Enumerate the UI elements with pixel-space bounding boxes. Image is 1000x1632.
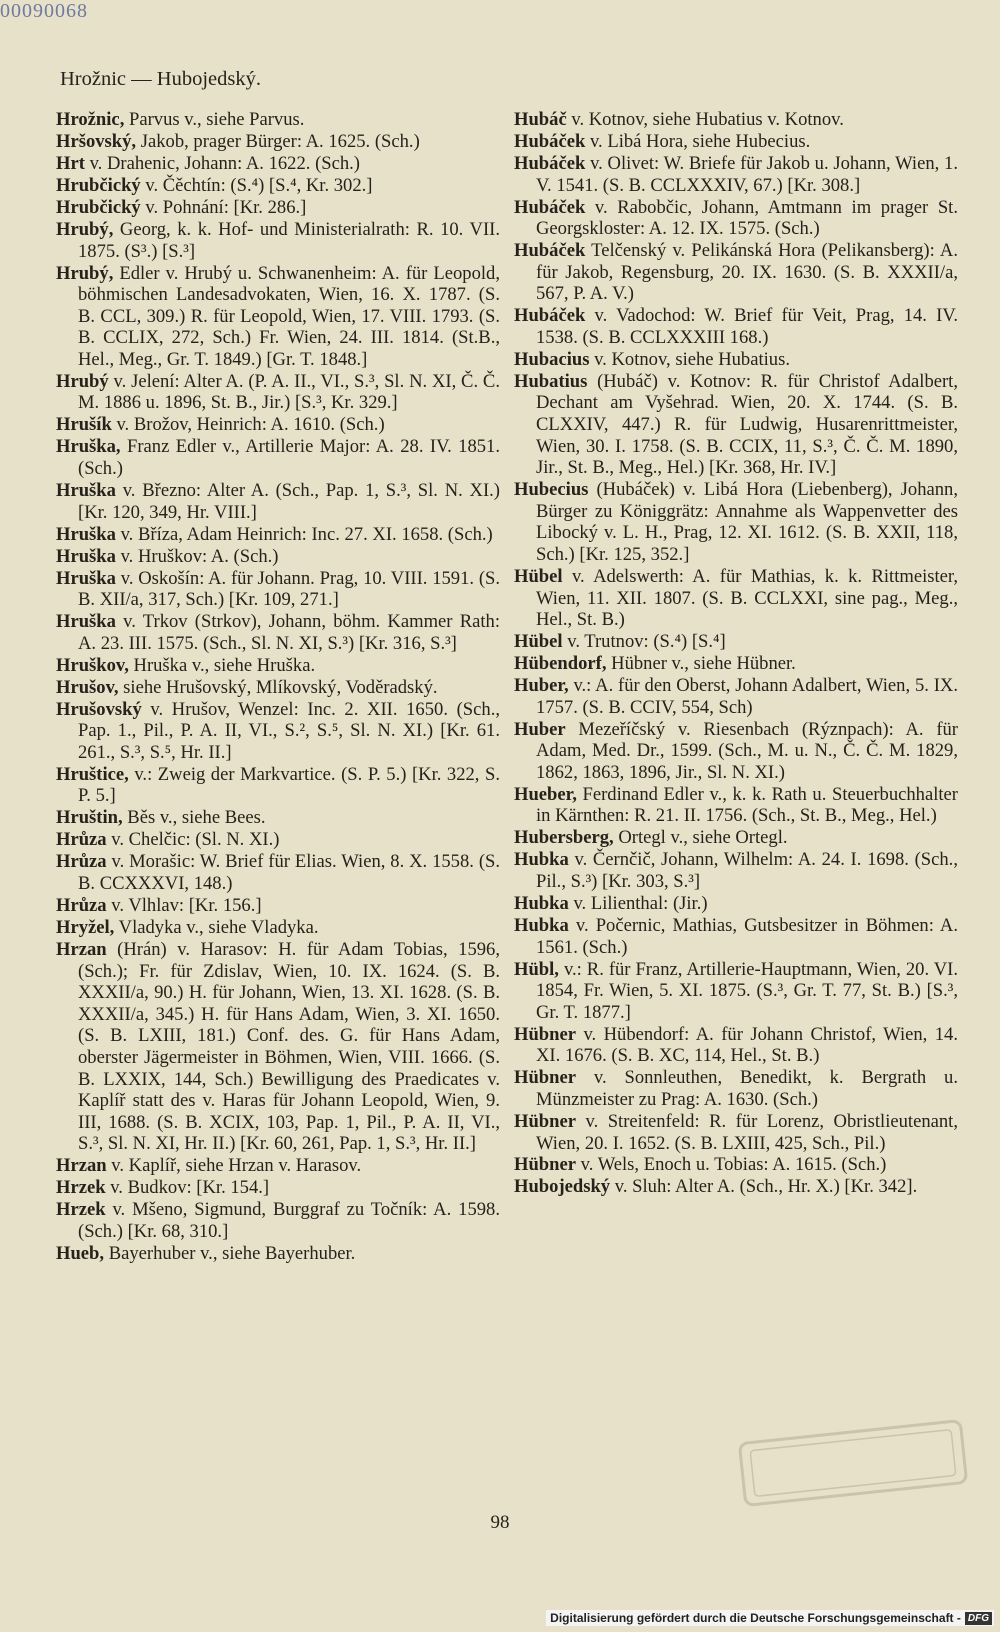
entry-headword: Hubersberg, bbox=[514, 827, 614, 849]
entry-text: Georg, k. k. Hof- und Ministerialrath: R. 10. VII. 1875. (S³.) [S.³] bbox=[78, 218, 500, 262]
entry bbox=[56, 414, 500, 436]
entry bbox=[514, 153, 958, 196]
entry-text: v. Hübendorf: A. für Johann Christof, Wien, 14. XI. 1676. (S. B. XC, 114, Hel., St. B.) bbox=[536, 1023, 958, 1067]
entry bbox=[514, 893, 958, 915]
entry-headword: Hruška, bbox=[56, 436, 121, 458]
entry bbox=[514, 1024, 958, 1067]
entry-headword: Hübendorf, bbox=[514, 653, 607, 675]
entry-headword: Hubáč bbox=[514, 109, 567, 130]
entry-text: v. Jelení: Alter A. (P. A. II., VI., S.³, Sl. N. XI, Č. Č. M. 1886 u. 1896, St. B., Jir.) [S.³, Kr. 329.] bbox=[78, 370, 500, 414]
entry-headword: Hrubý, bbox=[56, 218, 114, 240]
entry-text: v. Březno: Alter A. (Sch., Pap. 1, S.³, Sl. N. XI.) [Kr. 120, 349, Hr. VIII.] bbox=[78, 480, 501, 523]
footer-credit bbox=[546, 1610, 994, 1626]
entry-headword: Hubecius bbox=[514, 479, 589, 501]
entry-headword: Hrušovský bbox=[56, 698, 142, 720]
entry-text: v. Budkov: [Kr. 154.] bbox=[110, 1177, 270, 1199]
entry bbox=[56, 524, 500, 546]
page-number: 98 bbox=[490, 1512, 510, 1533]
entry-headword: Hubáček bbox=[514, 152, 586, 174]
entry-headword: Hruška bbox=[56, 523, 116, 545]
entry-text: (Hrán) v. Harasov: H. für Adam Tobias, 1596, (Sch.); Fr. für Zdislav, Wien, 10. IX. 1624. (S. B. XXXII/a, 90.) H. für Johann, Wien, 13. XI. 1628. (S. B. XXXII/a, 345.) H. für Hans Adam, Wien, 3. XI. 1650. (S. B. LXIII, 181.) Conf. des. G. für Hans Adam, oberster Jägermeister in Böhmen, Wien, VIII. 1666. (S. B. LXXIX, 144, Sch.) Bewilligung des Praedicates v. Kaplíř statt des v. Haras für Johann Leopold, Wien, 9. III, 1688. (S. B. XCIX, 103, Pap. 1, Pil., P. A. II, VI., S.³, Sl. N. XI, Hr. II.) [Kr. 60, 261, Pap. 1, S.³, Hr. II.] bbox=[78, 938, 500, 1155]
entry bbox=[56, 1177, 500, 1199]
entry-text: Vladyka v., siehe Vladyka. bbox=[118, 916, 319, 938]
entry-text: v. Čěchtín: (S.⁴) [S.⁴, Kr. 302.] bbox=[145, 174, 373, 196]
entry-text: v. Vlhlav: [Kr. 156.] bbox=[111, 894, 262, 916]
entry bbox=[514, 305, 958, 348]
entry-text: v. Brožov, Heinrich: A. 1610. (Sch.) bbox=[116, 414, 385, 436]
entry-headword: Hubáček bbox=[514, 130, 586, 152]
entry bbox=[56, 263, 500, 371]
entry bbox=[56, 131, 500, 153]
entry-text: v. Vadochod: W. Brief für Veit, Prag, 14. IV. 1538. (S. B. CCLXXXIII 168.) bbox=[536, 305, 958, 348]
entry-text: siehe Hrušovský, Mlíkovský, Voděradský. bbox=[123, 676, 438, 698]
entry bbox=[56, 175, 500, 197]
entry bbox=[514, 784, 958, 827]
entry-headword: Hubáček bbox=[514, 196, 586, 218]
entry bbox=[514, 1067, 958, 1110]
entry-headword: Hrubčický bbox=[56, 174, 141, 196]
entry-text: v. Pohnání: [Kr. 286.] bbox=[145, 196, 307, 218]
entry-headword: Hübl, bbox=[514, 958, 559, 980]
entry bbox=[514, 109, 958, 131]
entry bbox=[514, 371, 958, 479]
entry bbox=[56, 1199, 500, 1242]
entry-text: v. Sluh: Alter A. (Sch., Hr. X.) [Kr. 342]. bbox=[614, 1176, 918, 1198]
entry-text: Franz Edler v., Artillerie Major: A. 28. IV. 1851. (Sch.) bbox=[78, 436, 500, 480]
entry-text: v. Černčič, Johann, Wilhelm: A. 24. I. 1698. (Sch., Pil., S.³) [Kr. 303, S.³] bbox=[536, 849, 958, 893]
entry-text: v. Kotnov, siehe Hubatius. bbox=[594, 348, 790, 370]
entry-text: Běs v., siehe Bees. bbox=[127, 807, 266, 829]
entry-headword: Huber, bbox=[514, 675, 569, 697]
running-head: Hrožnic — Hubojedský. bbox=[60, 68, 261, 90]
entry-text: v. Streitenfeld: R. für Lorenz, Obristlieutenant, Wien, 20. I. 1652. (S. B. LXIII, 425, Sch., Pil.) bbox=[536, 1110, 958, 1154]
entry-headword: Hubka bbox=[514, 849, 569, 871]
entry-headword: Hrubý bbox=[56, 370, 109, 392]
entry-text: v. Wels, Enoch u. Tobias: A. 1615. (Sch.) bbox=[580, 1154, 887, 1176]
entry bbox=[514, 197, 958, 240]
entry bbox=[56, 851, 500, 894]
entry-text: (Hubáček) v. Libá Hora (Liebenberg), Johann, Bürger zu Königgrätz: Annahme als Wappenvetter des Libocký v. L. H., Prag, 12. XI. 1612. (S. B. XXII, 118, Sch.) [Kr. 125, 352.] bbox=[536, 479, 958, 565]
entry-text: v. Trkov (Strkov), Johann, böhm. Kammer Rath: A. 23. III. 1575. (Sch., Sl. N. XI, S.³) [Kr. 316, S.³] bbox=[78, 611, 500, 654]
entry-headword: Hršovský, bbox=[56, 130, 137, 152]
entry bbox=[56, 829, 500, 851]
entry-text: v. Kotnov, siehe Hubatius v. Kotnov. bbox=[571, 109, 844, 130]
entry-text: v. Morašic: W. Brief für Elias. Wien, 8. X. 1558. (S. B. CCXXXVI, 148.) bbox=[78, 851, 500, 894]
entry-headword: Hübel bbox=[514, 565, 563, 587]
entry-headword: Hrubčický bbox=[56, 196, 141, 218]
entry bbox=[56, 917, 500, 939]
entry bbox=[56, 611, 500, 654]
entry-headword: Hrušík bbox=[56, 414, 112, 436]
entry bbox=[514, 631, 958, 653]
entry-text: Jakob, prager Bürger: A. 1625. (Sch.) bbox=[140, 130, 420, 152]
entry-headword: Hryžel, bbox=[56, 916, 115, 938]
entry-text: v. Chelčic: (Sl. N. XI.) bbox=[111, 829, 280, 851]
footer-text: Digitalisierung gefördert durch die Deutsche Forschungsgemeinschaft - bbox=[550, 1611, 961, 1625]
entry bbox=[514, 479, 958, 565]
entry-text: v. Drahenic, Johann: A. 1622. (Sch.) bbox=[89, 152, 360, 174]
entry bbox=[514, 653, 958, 675]
entry-headword: Hrzek bbox=[56, 1199, 106, 1221]
entry-text: Mezeříčský v. Riesenbach (Rýznpach): A. für Adam, Med. Dr., 1599. (Sch., M. u. N., Č. Č. M. 1829, 1862, 1863, 1896, Jir., Sl. N. XI.) bbox=[536, 718, 959, 783]
entry-headword: Hrůza bbox=[56, 851, 107, 873]
entry bbox=[56, 109, 500, 131]
entry bbox=[514, 131, 958, 153]
entry-text: Bayerhuber v., siehe Bayerhuber. bbox=[108, 1242, 356, 1264]
entry-headword: Hrožnic, bbox=[56, 109, 125, 130]
entry bbox=[514, 827, 958, 849]
entry bbox=[56, 371, 500, 414]
entry-text: Hruška v., siehe Hruška. bbox=[133, 654, 316, 676]
library-stamp bbox=[735, 1416, 971, 1510]
entry-headword: Hrt bbox=[56, 152, 85, 174]
entry-text: v. Oskošín: A. für Johann. Prag, 10. VIII. 1591. (S. B. XII/a, 317, Sch.) [Kr. 109, 271.] bbox=[78, 567, 501, 611]
dfg-logo: DFG bbox=[965, 1612, 992, 1625]
entry-headword: Hübner bbox=[514, 1023, 576, 1045]
entry bbox=[56, 546, 500, 568]
entry-text: Ferdinand Edler v., k. k. Rath u. Steuerbuchhalter in Kärnthen: R. 21. II. 1756. (Sch., St. B., Meg., Hel.) bbox=[536, 783, 958, 827]
entry-text: v. Hruškov: A. (Sch.) bbox=[120, 545, 279, 567]
entry-headword: Huber bbox=[514, 718, 566, 740]
entry bbox=[56, 436, 500, 479]
entry-headword: Hruška bbox=[56, 480, 116, 501]
entry-headword: Hubka bbox=[514, 915, 569, 936]
entry bbox=[514, 240, 958, 305]
entry-headword: Hueb, bbox=[56, 1242, 105, 1264]
entry bbox=[56, 699, 500, 764]
left-column bbox=[56, 109, 500, 1265]
entry-headword: Hrzek bbox=[56, 1177, 106, 1199]
entry-headword: Hruštice, bbox=[56, 763, 129, 785]
entry bbox=[514, 959, 958, 1024]
entry-text: v.: R. für Franz, Artillerie-Hauptmann, Wien, 20. VI. 1854, Fr. Wien, 5. XI. 1875. (S.³, Gr. T. 77, St. B.) [S.³, Gr. T. 1877.] bbox=[536, 958, 958, 1023]
entry-text: v.: Zweig der Markvartice. (S. P. 5.) [Kr. 322, S. P. 5.] bbox=[78, 763, 500, 807]
entry-headword: Hübel bbox=[514, 631, 563, 653]
entry-text: v. Počernic, Mathias, Gutsbesitzer in Böhmen: A. 1561. (Sch.) bbox=[536, 915, 958, 958]
entry-headword: Hubojedský bbox=[514, 1176, 611, 1198]
entry-text: v. Adelswerth: A. für Mathias, k. k. Rittmeister, Wien, 11. XII. 1807. (S. B. CCLXXI, sine pag., Meg., Hel., St. B.) bbox=[536, 565, 958, 631]
right-column bbox=[514, 109, 958, 1198]
entry-headword: Hubáček bbox=[514, 240, 586, 262]
entry bbox=[56, 197, 500, 219]
entry-headword: Hueber, bbox=[514, 783, 577, 805]
entry-headword: Hübner bbox=[514, 1154, 576, 1176]
entry-text: (Hubáč) v. Kotnov: R. für Christof Adalbert, Dechant am Vyšehrad. Wien, 20. X. 1744. (S. B. CLXXIV, 447.) R. für Ludwig, Husarenrittmeister, Wien, 30. I. 1758. (S. B. CCIX, 11, S.³, Č. Č. M. 1890, Jir., St. B., Meg., Hel.) [Kr. 368, Hr. IV.] bbox=[536, 370, 958, 479]
entry-text: Ortegl v., siehe Ortegl. bbox=[618, 827, 788, 849]
entry-headword: Hubacius bbox=[514, 348, 590, 370]
entry-text: Telčenský v. Pelikánská Hora (Pelikansberg): A. für Jakob, Regensburg, 20. IX. 1630. (S. B. XXXII/a, 567, P. A. V.) bbox=[536, 240, 958, 305]
entry-headword: Hruškov, bbox=[56, 654, 129, 676]
entry bbox=[56, 153, 500, 175]
entry-text: v. Kaplíř, siehe Hrzan v. Harasov. bbox=[111, 1155, 362, 1177]
entry-headword: Hrzan bbox=[56, 1155, 107, 1177]
entry bbox=[56, 219, 500, 262]
entry-text: v. Libá Hora, siehe Hubecius. bbox=[589, 130, 811, 152]
entry-headword: Hrubý, bbox=[56, 262, 114, 284]
entry-text: Hübner v., siehe Hübner. bbox=[611, 653, 796, 675]
entry bbox=[514, 566, 958, 631]
page-reference-number: 00090068 bbox=[0, 0, 88, 22]
entry bbox=[514, 1154, 958, 1176]
entry-text: v. Olivet: W. Briefe für Jakob u. Johann, Wien, 1. V. 1541. (S. B. CCLXXXIV, 67.) [Kr. 308.] bbox=[536, 152, 958, 196]
entry-headword: Hubka bbox=[514, 893, 569, 915]
entry-headword: Hrůza bbox=[56, 894, 107, 916]
entry-text: v. Trutnov: (S.⁴) [S.⁴] bbox=[567, 631, 726, 653]
entry bbox=[56, 655, 500, 677]
entry-headword: Hrůza bbox=[56, 829, 107, 851]
entry bbox=[514, 1176, 958, 1198]
entry-text: Edler v. Hrubý u. Schwanenheim: A. für Leopold, böhmischen Landesadvokaten, Wien, 16. X. 1787. (S. B. CCL, 309.) R. für Leopold, Wien, 17. VIII. 1793. (S. B. CCLIX, 272, Sch.) Fr. Wien, 24. III. 1814. (St.B., Hel., Meg., Gr. T. 1849.) [Gr. T. 1848.] bbox=[78, 262, 500, 370]
entry-headword: Hruška bbox=[56, 567, 116, 589]
entry-text: v. Lilienthal: (Jir.) bbox=[573, 893, 708, 915]
entry bbox=[56, 1243, 500, 1265]
entry bbox=[56, 939, 500, 1155]
entry bbox=[56, 895, 500, 917]
entry bbox=[514, 1111, 958, 1154]
entry-text: Parvus v., siehe Parvus. bbox=[129, 109, 305, 130]
entry-headword: Hrzan bbox=[56, 938, 107, 960]
entry bbox=[56, 764, 500, 807]
entry bbox=[56, 807, 500, 829]
entry-headword: Hubatius bbox=[514, 370, 588, 392]
entry-text: v. Mšeno, Sigmund, Burggraf zu Točník: A. 1598. (Sch.) [Kr. 68, 310.] bbox=[78, 1199, 500, 1242]
entry-text: v. Rabobčic, Johann, Amtmann im prager St. Georgskloster: A. 12. IX. 1575. (Sch.) bbox=[536, 196, 958, 240]
entry-text: v. Hrušov, Wenzel: Inc. 2. XII. 1650. (Sch., Pap. 1., Pil., P. A. II, VI., S.², S.⁵, Sl. N. XI.) [Kr. 61. 261., S.³, S.⁵, Hr. II.] bbox=[78, 698, 500, 763]
entry bbox=[56, 568, 500, 611]
entry-headword: Hübner bbox=[514, 1067, 576, 1089]
entry-headword: Hruštin, bbox=[56, 807, 123, 829]
entry bbox=[56, 480, 500, 523]
entry bbox=[514, 675, 958, 718]
entry-text: v. Bříza, Adam Heinrich: Inc. 27. XI. 1658. (Sch.) bbox=[120, 523, 493, 545]
entry bbox=[514, 349, 958, 371]
entry bbox=[514, 849, 958, 892]
entry-headword: Hübner bbox=[514, 1110, 576, 1132]
entry-headword: Hruška bbox=[56, 611, 116, 633]
entry-text: v.: A. für den Oberst, Johann Adalbert, Wien, 5. IX. 1757. (S. B. CCIV, 554, Sch) bbox=[536, 675, 959, 718]
entry-headword: Hrušov, bbox=[56, 676, 119, 698]
entry bbox=[56, 1155, 500, 1177]
entry-text: v. Sonnleuthen, Benedikt, k. Bergrath u. Münzmeister zu Prag: A. 1630. (Sch.) bbox=[536, 1067, 958, 1110]
entry-headword: Hubáček bbox=[514, 305, 586, 327]
entry bbox=[514, 719, 958, 784]
entry bbox=[56, 677, 500, 699]
entry-headword: Hruška bbox=[56, 545, 116, 567]
entry bbox=[514, 915, 958, 958]
